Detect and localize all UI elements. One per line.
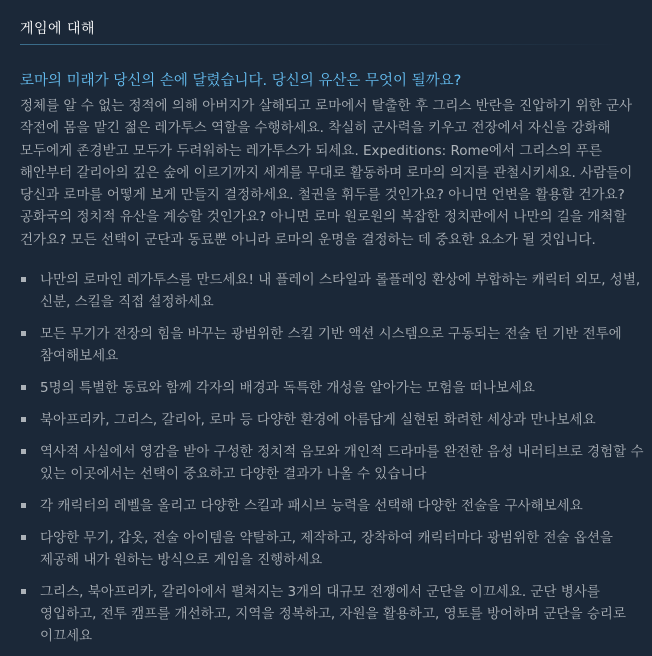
bullet-icon	[21, 417, 26, 422]
feature-item	[20, 409, 648, 431]
feature-item	[20, 581, 648, 648]
bullet-icon	[21, 449, 26, 454]
feature-text: 역사적 사실에서 영감을 받아 구성한 정치적 음모와 개인적 드라마를 완전한 음성 내러티브로 경험할 수 있는 이곳에서는 선택이 중요하고 다양한 결과가 나올 수 있습니다	[40, 443, 644, 483]
feature-text: 나만의 로마인 레가투스를 만드세요! 내 플레이 스타일과 롤플레잉 환상에 부합하는 캐릭터 외모, 성별, 신분, 스킬을 직접 설정하세요	[40, 272, 641, 311]
feature-item	[20, 323, 648, 368]
feature-text: 각 캐릭터의 레벨을 올리고 다양한 스킬과 패시브 능력을 선택해 다양한 전술을 구사해보세요	[40, 497, 583, 514]
feature-text: 다양한 무기, 갑옷, 전술 아이템을 약탈하고, 제작하고, 장착하여 캐릭터마다 광범위한 전술 옵션을 제공해 내가 원하는 방식으로 게임을 진행하세요	[40, 529, 613, 569]
feature-item	[20, 377, 648, 399]
intro-paragraph: 정체를 알 수 없는 정적에 의해 아버지가 살해되고 로마에서 탈출한 후 그리스 반란을 진압하기 위한 군사 작전에 몸을 맡긴 젊은 레가투스 역할을 수행하세요. 착실히 군사력을 키우고 전장에서 자신을 강화해 모두에게 존경받고 모두가 두려워하는 레가투스가 되세요. Expeditions: Rome에서 그리스의 푸른 해안부터 갈리아의 깊은 숲에 이르기까지 세계를 무대로 활동하며 로마의 의지를 관철시키세요. 사람들이 당신과 로마를 어떻게 보게 만들지 결정하세요. 철권을 휘두를 것인가요? 아니면 언변을 활용할 건가요? 공화국의 정치적 유산을 계승할 것인가요? 아니면 로마 원로원의 복잡한 정치판에서 나만의 길을 개척할 건가요? 모든 선택이 군단과 동료뿐 아니라 로마의 운명을 결정하는 데 중요한 요소가 될 것입니다.	[20, 98, 633, 248]
feature-item	[20, 495, 648, 517]
feature-item	[20, 441, 648, 486]
bullet-icon	[21, 589, 26, 594]
feature-text: 5명의 특별한 동료와 함께 각자의 배경과 독특한 개성을 알아가는 모험을 떠나보세요	[40, 380, 535, 397]
bullet-icon	[21, 331, 26, 336]
headline: 로마의 미래가 당신의 손에 달렸습니다. 당신의 유산은 무엇이 될까요?	[20, 73, 462, 89]
feature-text: 북아프리카, 그리스, 갈리아, 로마 등 다양한 환경에 아름답게 실현된 화려한 세상과 만나보세요	[40, 412, 596, 429]
feature-list	[20, 269, 648, 648]
bullet-icon	[21, 277, 26, 282]
section-title: 게임에 대해	[20, 21, 96, 37]
feature-item	[20, 527, 648, 572]
bullet-icon	[21, 535, 26, 540]
feature-text: 그리스, 북아프리카, 갈리아에서 펼쳐지는 3개의 대규모 전쟁에서 군단을 이끄세요. 군단 병사를 영입하고, 전투 캠프를 개선하고, 지역을 정복하고, 자원을 활용하고, 영토를 방어하며 군단을 승리로 이끄세요	[40, 583, 627, 645]
bullet-icon	[21, 385, 26, 390]
title-divider	[20, 44, 620, 45]
feature-text: 모든 무기가 전장의 힘을 바꾸는 광범위한 스킬 기반 액션 시스템으로 구동되는 전술 턴 기반 전투에 참여해보세요	[40, 326, 622, 365]
feature-item	[20, 269, 648, 314]
bullet-icon	[21, 503, 26, 508]
